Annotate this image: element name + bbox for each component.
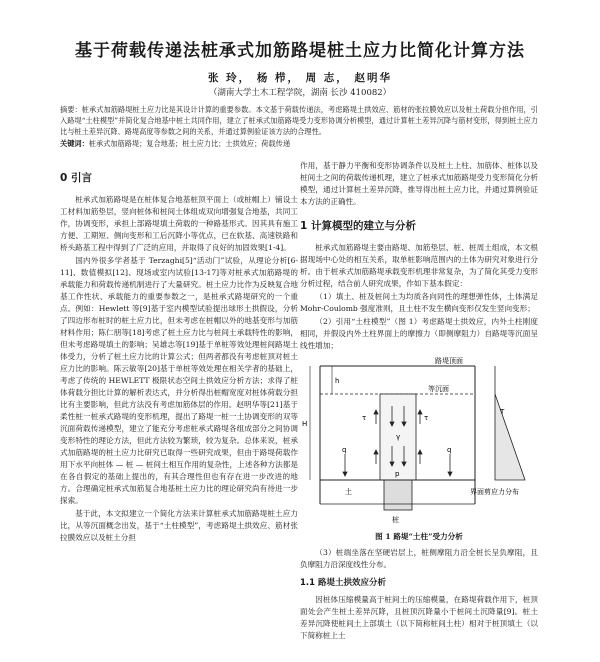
label-q-left: q bbox=[342, 446, 347, 454]
label-equal-plane: 等沉面 bbox=[428, 385, 449, 393]
keywords bbox=[60, 138, 538, 149]
shear-distribution bbox=[495, 394, 525, 480]
label-h-equal: h bbox=[335, 377, 340, 385]
authors: 张 玲， 杨 栉， 周 志， 赵明华 bbox=[208, 72, 392, 84]
keywords-label: 关键词： bbox=[60, 139, 89, 148]
pile-shape bbox=[384, 480, 412, 510]
paragraph: 桩承式加筋路堤是在桩体复合地基桩顶平面上（或桩帽上）铺设土工材料加筋垫层，竖向桩体和桩间土体组成双向增强复合地基，共同工作，协调变形，承担上部路堤填土荷载的一种路基形式。因其具有施工方便、工期短、侧向变形和工后沉降小等优点，已在软基、高速铁路和桥头路基工程中得到了广泛的应用，并取得了良好的加固效果[1-4]。 bbox=[60, 195, 298, 252]
label-gamma: γ bbox=[396, 433, 401, 441]
label-soil: 土 bbox=[345, 488, 352, 496]
paragraph: （3）桩端坐落在坚硬岩层上，桩侧摩阻力沿全桩长呈负摩阻，且负摩阻力沿深度线性分布。 bbox=[300, 548, 538, 569]
section-heading-model: 1 计算模型的建立与分析 bbox=[300, 220, 416, 232]
label-tau-right: τ bbox=[424, 414, 429, 422]
paragraph: （1）填土、桩及桩间土为均质各向同性的理想弹性体，土体满足 Mohr-Coulomb 强度准则，且土柱不发生横向变形仅发生竖向变形； bbox=[300, 292, 538, 313]
label-q-right: q bbox=[447, 446, 452, 454]
left-column bbox=[60, 160, 298, 545]
label-interface: 界面剪应力分布 bbox=[470, 488, 519, 496]
affiliation: （湖南大学土木工程学院，湖南 长沙 410082） bbox=[208, 88, 392, 98]
label-p: p bbox=[395, 470, 400, 478]
keywords-text: 桩承式加筋路堤；复合地基；桩土应力比；土拱效应；荷载传递 bbox=[88, 139, 291, 148]
paragraph: 基于此，本文拟建立一个简化方法来计算桩承式加筋路堤桩土应力比，从等沉面概念出发，基于“土柱模型”，考虑路堤土拱效应、筋材张拉膜效应以及桩土分担 bbox=[60, 509, 298, 542]
abstract: 摘要：桩承式加筋路堤桩土应力比是其设计计算的重要参数。本文基于荷载传递法，考虑路堤土拱效应、筋材的张拉膜效应以及桩土荷载分担作用，引入路堤“土柱模型”并简化复合地基中桩土共同作用，建立了桩承式加筋路堤受力变形协调分析模型，通过计算桩土差异沉降与筋材变形，得到桩土应力比与桩土差异沉降、路堤高度等参数之间的关系，并通过算例验证该方法的合理性。 bbox=[60, 105, 538, 136]
right-column bbox=[300, 160, 538, 643]
paragraph: 桩承式加筋路堤主要由路堤、加筋垫层、桩、桩周土组成，本文根据现场中心处的相互关系，取单桩影响范围内的土体为研究对象进行分析。由于桩承式加筋路堤承载变形机理非常复杂，为了简化其受力变形分析过程，结合前人研究成果，作如下基本假定： bbox=[300, 243, 538, 288]
paper-title: 基于荷载传递法桩承式加筋路堤桩土应力比简化计算方法 bbox=[75, 41, 525, 61]
label-pile: 桩 bbox=[392, 516, 399, 524]
subsection-heading: 1.1 路堤土拱效应分析 bbox=[300, 578, 387, 588]
section-heading-intro: 0 引言 bbox=[60, 172, 92, 184]
figure-soil-column-model bbox=[300, 354, 538, 529]
label-h: H bbox=[302, 420, 308, 428]
paragraph: 因桩体压缩模量高于桩间土的压缩模量，在路堤荷载作用下，桩顶面处会产生桩土差异沉降，且桩顶沉降量小于桩间土沉降量[9]。桩土差异沉降使桩间土上部填土（以下简称桩间土柱）相对于桩顶填土（以下简称桩上土 bbox=[300, 595, 538, 640]
paragraph: （2）引用“土柱模型”（图 1）考虑路堤土拱效应，内外土柱刚度相同，并假设内外土柱界面上的摩擦力（即侧摩阻力）自路堤等沉面呈线性增加； bbox=[300, 317, 538, 350]
paragraph: 国内外很多学者基于 Terzaghi[5]“活动门”试验，从理论分析[6-11]、数值模拟[12]、现场或室内试验[13-17]等对桩承式加筋路堤的承载能力和荷载传递机制进行了大量研究。桩土应力比作为反映复合地基工作性状、承载能力的重要参数之一，是桩承式路堤研究的一个重点。例如：Hewlett 等[9]基于室内模型试验提出球形土拱假设，分析了四边形布桩时的桩土应力比，但未考虑在桩帽以外的地基变形与加筋材料作用；陈仁朋等[18]考虑了桩土应力比与桩间土承载特性的影响，但未考虑路堤填土的影响；吴雄志等[19]基于单桩等效处理桩间路堤土体受力，分析了桩土应力比的计算公式；但两者都没有考虑桩顶对桩土应力比的影响。陈云敏等[20]基于单桩等效处理在相关学者的基础上，考虑了传统的 HEWLETT 极限状态空间土拱效应分析方法；求得了桩体荷载分担比计算的解析表达式，并分析得出桩帽宽度对桩体荷载分担比有主要影响，但此方法没有考虑加筋体层的作用。赵明华等[21]基于柔性桩一桩承式路堤的变形机理，提出了路堤一桩一土协调变形的双等沉面荷载传递模型，建立了能充分考虑桩承式路堤各组成部分之间协调变形特性的理论方法，但此方法较为繁琐，较为复杂。总体来说，桩承式加筋路堤的桩土应力比研究已取得一些研究成果，但由于路堤荷载作用下水平向桩体 — 桩 — 桩间土相互作用的复杂性，上述各种方法都是在各自假定的基础上提出的，有其合理性但也有存在进一步改进的地方。合理确定桩承式加筋复合地基桩土应力比的理论研究尚有待进一步探索。 bbox=[60, 256, 298, 505]
figure-diagram bbox=[300, 354, 538, 529]
label-top: 路堤顶面 bbox=[435, 357, 463, 365]
label-tau-left: τ bbox=[362, 414, 367, 422]
figure-caption: 图 1 路堤“土柱”受力分析 bbox=[375, 532, 463, 541]
label-t: T bbox=[500, 408, 505, 416]
paragraph: 作用，基于静力平衡和变形协调条件以及桩土上柱、加筋体、桩体以及桩间土之间的荷载传递机理，建立了桩承式加筋路堤受力变形简化分析模型，通过计算桩土差异沉降，推导得出桩土应力比，并通过算例验证本方法的正确性。 bbox=[300, 161, 538, 206]
